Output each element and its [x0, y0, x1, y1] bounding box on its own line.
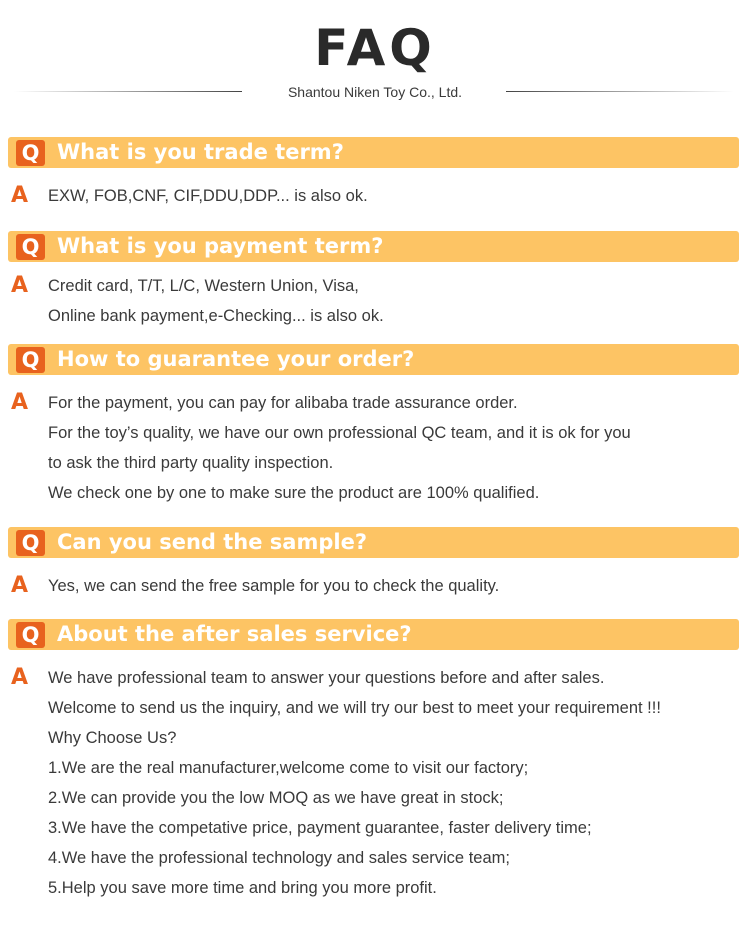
- answer-text: [48, 388, 748, 508]
- answer-line: Credit card, T/T, L/C, Western Union, Visa,: [48, 277, 359, 295]
- q-marker: Q: [16, 622, 45, 648]
- a-marker: A: [11, 665, 29, 690]
- answer-text: [48, 181, 748, 211]
- a-marker: A: [11, 573, 29, 598]
- q-marker: Q: [16, 140, 45, 166]
- question-bar: [8, 527, 739, 558]
- answer-line: Online bank payment,e-Checking... is also ok.: [48, 307, 384, 325]
- answer-line: Yes, we can send the free sample for you to check the quality.: [48, 577, 500, 595]
- question-text: Can you send the sample?: [57, 530, 368, 554]
- answer-text: [48, 663, 748, 903]
- answer-text: [48, 271, 748, 331]
- q-marker: Q: [16, 234, 45, 260]
- a-marker: A: [11, 390, 29, 415]
- company-name: Shantou Niken Toy Co., Ltd.: [287, 84, 463, 100]
- question-text: How to guarantee your order?: [57, 347, 415, 371]
- answer-line: We have professional team to answer your questions before and after sales.: [48, 669, 605, 687]
- a-marker: A: [11, 183, 29, 208]
- answer-line: Welcome to send us the inquiry, and we will try our best to meet your requirement !!!: [48, 699, 661, 717]
- question-text: About the after sales service?: [57, 622, 412, 646]
- answer-line: EXW, FOB,CNF, CIF,DDU,DDP... is also ok.: [48, 187, 368, 205]
- answer-text: [48, 571, 748, 601]
- answer-line: For the toy’s quality, we have our own professional QC team, and it is ok for you: [48, 424, 631, 442]
- answer-line: 2.We can provide you the low MOQ as we have great in stock;: [48, 789, 504, 807]
- answer-line: For the payment, you can pay for alibaba trade assurance order.: [48, 394, 518, 412]
- a-marker: A: [11, 273, 29, 298]
- answer-line: to ask the third party quality inspection.: [48, 454, 334, 472]
- answer-line: We check one by one to make sure the product are 100% qualified.: [48, 484, 540, 502]
- question-text: What is you payment term?: [57, 234, 384, 258]
- faq-header: [0, 0, 750, 110]
- answer-line: 1.We are the real manufacturer,welcome come to visit our factory;: [48, 759, 529, 777]
- q-marker: Q: [16, 530, 45, 556]
- question-bar: [8, 344, 739, 375]
- question-text: What is you trade term?: [57, 140, 344, 164]
- question-bar: [8, 137, 739, 168]
- answer-line: 3.We have the competative price, payment guarantee, faster delivery time;: [48, 819, 592, 837]
- page-title: FAQ: [314, 19, 436, 77]
- question-bar: [8, 619, 739, 650]
- q-marker: Q: [16, 347, 45, 373]
- answer-line: 4.We have the professional technology and sales service team;: [48, 849, 510, 867]
- question-bar: [8, 231, 739, 262]
- divider-right: [506, 91, 734, 92]
- answer-line: Why Choose Us?: [48, 729, 177, 747]
- answer-line: 5.Help you save more time and bring you more profit.: [48, 879, 437, 897]
